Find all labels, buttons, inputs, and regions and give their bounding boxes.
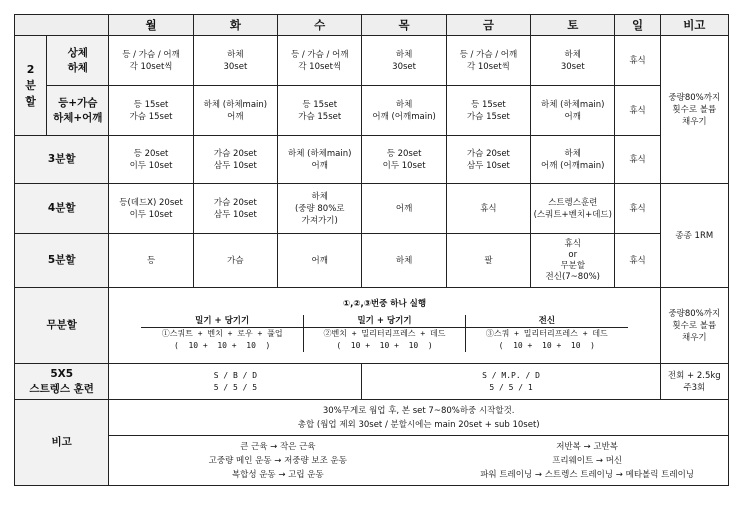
split5-tue: 가슴 (193, 234, 277, 288)
nosplit-option3-reps: ( 10 + 10 + 10 ) (466, 340, 628, 352)
split5-thu: 하체 (362, 234, 446, 288)
split3-thu: 등 20set 이두 10set (362, 136, 446, 184)
split2-a-thu: 하체 30set (362, 36, 446, 86)
nosplit-label: 무분할 (15, 288, 109, 364)
header-day-fri: 금 (446, 15, 530, 36)
fivebyfive-label: 5X5 스트렝스 훈련 (15, 364, 109, 400)
header-corner (15, 15, 109, 36)
split2-row-upper-lower (15, 36, 729, 86)
fivebyfive-right (362, 364, 660, 400)
nosplit-title: ①,②,③번중 하나 실행 (342, 299, 427, 309)
remarks-left: 큰 근육 → 작은 근육 고중량 메인 운동 → 저중량 보조 운동 복합성 운동 → 고립 운동 (109, 436, 446, 486)
remarks-right: 저반복 → 고반복 프리웨이트 → 머신 파워 트레이닝 → 스트렝스 트레이닝 → 메타볼릭 트레이닝 (446, 436, 728, 486)
split2-a-wed: 등 / 가슴 / 어깨 각 10set씩 (278, 36, 362, 86)
nosplit-option1-header: 밀기 + 당기기 (141, 315, 303, 328)
split4-row (15, 184, 729, 234)
header-day-sat: 토 (531, 15, 615, 36)
split2-b-tue: 하체 (하체main) 어깨 (193, 86, 277, 136)
split3-sun: 휴식 (615, 136, 660, 184)
fivebyfive-right-sets: 5 / 5 / 1 (489, 382, 533, 392)
split5-label: 5분할 (15, 234, 109, 288)
split3-wed: 하체 (하체main) 어깨 (278, 136, 362, 184)
split4-mon: 등(데드X) 20set 이두 10set (109, 184, 193, 234)
split2-b-thu: 하체 어깨 (어깨main) (362, 86, 446, 136)
split4-sat: 스트렝스훈련 (스쿼트+벤치+데드) (531, 184, 615, 234)
split2-group-label: 2 분 할 (15, 36, 47, 136)
nosplit-option3-lifts: ③스쿼 + 밀리터리프레스 + 데드 (466, 328, 628, 341)
split5-row (15, 234, 729, 288)
nosplit-content (109, 288, 660, 364)
fivebyfive-left (109, 364, 362, 400)
split2-a-fri: 등 / 가슴 / 어깨 각 10set씩 (446, 36, 530, 86)
split5-sun: 휴식 (615, 234, 660, 288)
nosplit-option2-reps: ( 10 + 10 + 10 ) (303, 340, 465, 352)
split2-row-push-pull (15, 86, 729, 136)
split3-label: 3분할 (15, 136, 109, 184)
split2-row-b-label: 등+가슴 하체+어깨 (47, 86, 109, 136)
split3-mon: 등 20set 이두 10set (109, 136, 193, 184)
nosplit-row (15, 288, 729, 364)
remarks-label: 비고 (15, 400, 109, 486)
header-day-tue: 화 (193, 15, 277, 36)
split2-b-fri: 등 15set 가슴 15set (446, 86, 530, 136)
split3-fri: 가슴 20set 삼두 10set (446, 136, 530, 184)
fivebyfive-right-lifts: S / M.P. / D (482, 370, 540, 380)
note-fivebyfive: 전회 + 2.5kg 주3회 (660, 364, 728, 400)
split5-mon: 등 (109, 234, 193, 288)
split4-fri: 휴식 (446, 184, 530, 234)
split2-row-a-label: 상체 하체 (47, 36, 109, 86)
header-day-thu: 목 (362, 15, 446, 36)
remarks-top: 30%무게로 웜업 후, 본 set 7~80%하중 시작할것. 총합 (웜업 제외 30set / 분할시에는 main 20set + sub 10set) (109, 400, 729, 436)
split4-label: 4분할 (15, 184, 109, 234)
note-split: 중량80%까지 횟수로 볼륨 채우기 (660, 36, 728, 184)
split2-a-mon: 등 / 가슴 / 어깨 각 10set씩 (109, 36, 193, 86)
nosplit-options (141, 315, 627, 352)
split2-b-sun: 휴식 (615, 86, 660, 136)
split5-wed: 어깨 (278, 234, 362, 288)
workout-split-table (14, 14, 729, 486)
nosplit-option1-reps: ( 10 + 10 + 10 ) (174, 341, 271, 350)
header-day-mon: 월 (109, 15, 193, 36)
remarks-row-bottom (15, 436, 729, 486)
split3-tue: 가슴 20set 삼두 10set (193, 136, 277, 184)
split4-sun: 휴식 (615, 184, 660, 234)
split2-a-tue: 하체 30set (193, 36, 277, 86)
split3-row (15, 136, 729, 184)
split4-tue: 가슴 20set 삼두 10set (193, 184, 277, 234)
header-note: 비고 (660, 15, 728, 36)
fivebyfive-left-lifts: S / B / D (213, 370, 258, 380)
workout-table-container (14, 14, 729, 486)
split4-wed: 하체 (중량 80%로 가져가기) (278, 184, 362, 234)
split2-b-wed: 등 15set 가슴 15set (278, 86, 362, 136)
split4-thu: 어깨 (362, 184, 446, 234)
header-day-wed: 수 (278, 15, 362, 36)
fivebyfive-row (15, 364, 729, 400)
nosplit-option2-header: 밀기 + 당기기 (303, 315, 465, 328)
fivebyfive-left-sets: 5 / 5 / 5 (213, 382, 258, 392)
nosplit-option3-header: 전신 (466, 315, 628, 328)
note-nosplit: 중량80%까지 횟수로 볼륨 채우기 (660, 288, 728, 364)
remarks-row-top (15, 400, 729, 436)
split5-fri: 팔 (446, 234, 530, 288)
split2-b-mon: 등 15set 가슴 15set (109, 86, 193, 136)
split2-a-sat: 하체 30set (531, 36, 615, 86)
split2-a-sun: 휴식 (615, 36, 660, 86)
nosplit-option1-lifts: ①스쿼트 + 벤치 + 로우 + 풀업 (161, 329, 283, 338)
nosplit-option2-lifts: ②벤치 + 밀리터리프레스 + 데드 (303, 328, 465, 341)
note-1rm: 종종 1RM (660, 184, 728, 288)
split3-sat: 하체 어깨 (어깨main) (531, 136, 615, 184)
header-row (15, 15, 729, 36)
split5-sat: 휴식 or 무분할 전신(7~80%) (531, 234, 615, 288)
split2-b-sat: 하체 (하체main) 어깨 (531, 86, 615, 136)
header-day-sun: 일 (615, 15, 660, 36)
